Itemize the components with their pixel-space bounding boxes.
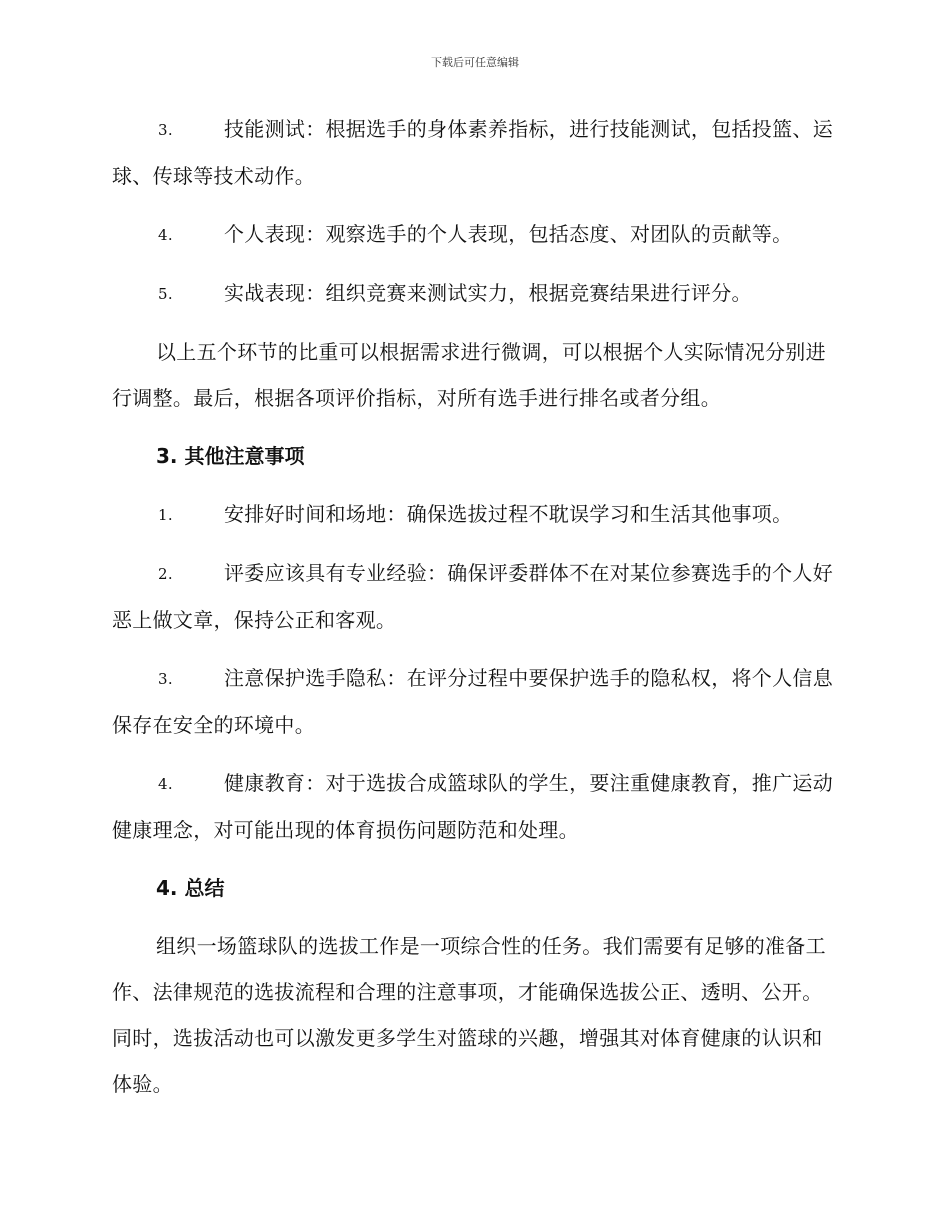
- list-item: [112, 491, 838, 538]
- summary-paragraph: 以上五个环节的比重可以根据需求进行微调，可以根据个人实际情况分别进行调整。最后，根据各项评价指标，对所有选手进行排名或者分组。: [112, 340, 826, 410]
- conclusion-paragraph: 组织一场篮球队的选拔工作是一项综合性的任务。我们需要有足够的准备工作、法律规范的选拔流程和合理的注意事项，才能确保选拔公正、透明、公开。同时，选拔活动也可以激发更多学生对篮球的兴趣，增强其对体育健康的认识和体验。: [112, 934, 826, 1096]
- list-number: 4.: [158, 775, 173, 793]
- list-number: 3.: [158, 670, 173, 688]
- list-item: [112, 106, 838, 199]
- list-text: 注意保护选手隐私：在评分过程中要保护选手的隐私权，将个人信息保存在安全的环境中。: [112, 666, 833, 737]
- section-heading-summary: 4. 总结: [156, 876, 225, 900]
- list-number: 4.: [158, 226, 173, 244]
- list-text: 实战表现：组织竞赛来测试实力，根据竞赛结果进行评分。: [224, 281, 752, 305]
- list-text: 个人表现：观察选手的个人表现，包括态度、对团队的贡献等。: [224, 222, 793, 246]
- list-item: [112, 550, 838, 643]
- list-item: [112, 655, 838, 748]
- document-body: [112, 106, 838, 1119]
- list-text: 技能测试：根据选手的身体素养指标，进行技能测试，包括投篮、运球、传球等技术动作。: [112, 117, 833, 188]
- list-item: [112, 760, 838, 853]
- page-header: 下载后可任意编辑: [431, 56, 519, 69]
- list-number: 2.: [158, 565, 173, 583]
- list-item: [112, 211, 838, 258]
- list-number: 1.: [158, 506, 173, 524]
- list-number: 5.: [158, 285, 173, 303]
- list-text: 评委应该具有专业经验：确保评委群体不在对某位参赛选手的个人好恶上做文章，保持公正和客观。: [112, 561, 833, 632]
- section-heading-notes: 3. 其他注意事项: [156, 444, 305, 468]
- list-text: 健康教育：对于选拔合成篮球队的学生，要注重健康教育，推广运动健康理念，对可能出现的体育损伤问题防范和处理。: [112, 771, 833, 842]
- list-number: 3.: [158, 121, 173, 139]
- list-item: [112, 270, 838, 317]
- list-text: 安排好时间和场地：确保选拔过程不耽误学习和生活其他事项。: [224, 502, 793, 526]
